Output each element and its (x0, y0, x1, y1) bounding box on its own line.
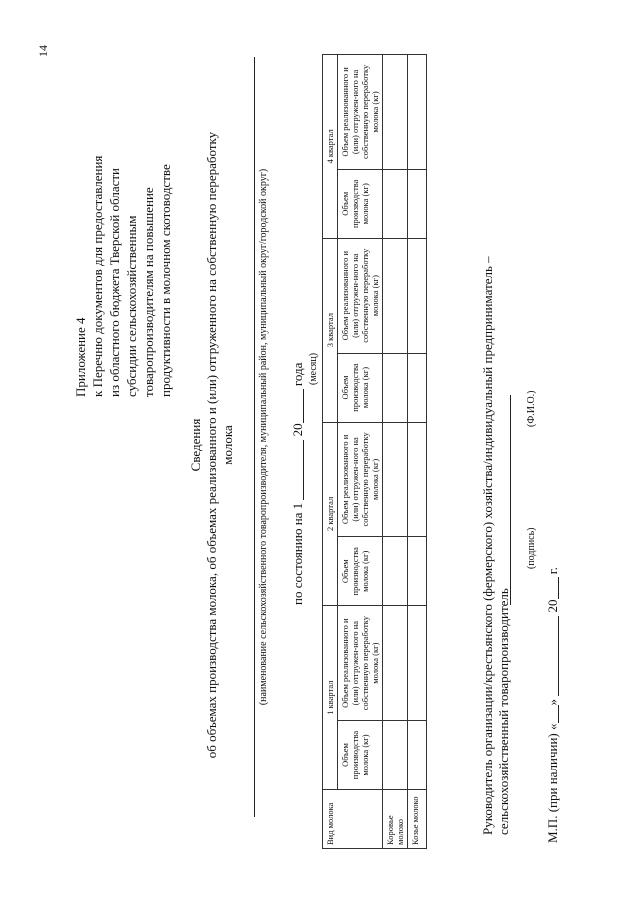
value-cell[interactable] (408, 606, 427, 721)
month-blank[interactable] (546, 616, 559, 696)
appendix-line: продуктивности в молочном скотоводстве (158, 164, 173, 397)
month-caption: (месяц) (308, 352, 319, 385)
stamp-date-line (545, 567, 561, 843)
quarter-header: 4 квартал (323, 55, 338, 239)
appendix-line: из областного бюджета Тверской области (107, 168, 122, 397)
table-row (383, 55, 408, 849)
value-cell[interactable] (408, 353, 427, 422)
quarter-header: 3 квартал (323, 238, 338, 422)
signatory-line: сельскохозяйственный товаропроизводитель (496, 588, 511, 835)
sold-volume-header: Объем реализованного и (или) отгружен-ного на собственную переработку молока (кг) (338, 55, 383, 170)
signature-field-line[interactable] (510, 395, 511, 605)
value-cell[interactable] (408, 238, 427, 353)
value-cell[interactable] (383, 721, 408, 790)
stamp-label: М.П. (при наличии) « (545, 723, 560, 843)
sold-volume-header: Объем реализованного и (или) отгружен-ного на собственную переработку молока (кг) (338, 422, 383, 537)
appendix-line: Приложение 4 (73, 317, 88, 397)
value-cell[interactable] (383, 422, 408, 537)
stamp-year-prefix: 20 (545, 599, 560, 613)
quarter-header: 2 квартал (323, 422, 338, 606)
quarter-header: 1 квартал (323, 606, 338, 790)
month-blank[interactable] (291, 440, 304, 500)
milk-kind-cell: Козье молоко (408, 790, 427, 849)
title-line: об объемах производства молока, об объемах реализованного и (или) отгруженного на собственную переработку (204, 131, 219, 759)
page-number: 14 (36, 45, 50, 57)
production-volume-header: Объем производства молока (кг) (338, 169, 383, 238)
day-blank[interactable] (546, 705, 559, 723)
close-quote: » (545, 698, 560, 706)
value-cell[interactable] (383, 238, 408, 353)
value-cell[interactable] (383, 606, 408, 721)
value-cell[interactable] (408, 55, 427, 170)
signature-caption: (подпись) (526, 527, 537, 569)
value-cell[interactable] (408, 169, 427, 238)
value-cell[interactable] (408, 721, 427, 790)
title-heading: Сведения (188, 418, 203, 472)
appendix-line: товаропроизводителям на повышение (141, 187, 156, 397)
appendix-line: к Перечню документов для предоставления (90, 155, 105, 397)
sold-volume-header: Объем реализованного и (или) отгружен-ного на собственную переработку молока (кг) (338, 606, 383, 721)
milk-kind-cell: Коровье молоко (383, 790, 408, 849)
year-blank[interactable] (546, 577, 559, 599)
production-volume-header: Объем производства молока (кг) (338, 537, 383, 606)
title-block (188, 65, 236, 825)
year-prefix: 20 (290, 423, 305, 437)
stamp-year-suffix: г. (545, 567, 560, 575)
as-of-prefix: по состоянию на 1 (290, 502, 305, 605)
table-row (408, 55, 427, 849)
appendix-line: субсидии сельскохозяйственным (124, 215, 139, 397)
year-blank[interactable] (291, 389, 304, 423)
milk-report-table (322, 54, 427, 849)
appendix-note (72, 156, 174, 397)
production-volume-header: Объем производства молока (кг) (338, 353, 383, 422)
value-cell[interactable] (408, 537, 427, 606)
value-cell[interactable] (383, 55, 408, 170)
producer-name-line[interactable] (254, 57, 255, 817)
production-volume-header: Объем производства молока (кг) (338, 721, 383, 790)
title-line: молока (220, 425, 235, 465)
sold-volume-header: Объем реализованного и (или) отгружен-ного на собственную переработку молока (кг) (338, 238, 383, 353)
name-caption: (Ф.И.О.) (526, 390, 537, 427)
signature-block (480, 256, 512, 835)
signatory-line: Руководитель организации/крестьянского (фермерского) хозяйства/индивидуальный предприниматель – (480, 256, 495, 835)
value-cell[interactable] (383, 537, 408, 606)
value-cell[interactable] (408, 422, 427, 537)
as-of-suffix: года (290, 362, 305, 387)
as-of-date (290, 363, 306, 605)
milk-type-header: Вид молока (323, 790, 383, 849)
value-cell[interactable] (383, 353, 408, 422)
producer-caption: (наименование сельскохозяйственного товаропроизводителя, муниципальный район, муниципальный округ/городской округ) (258, 168, 269, 706)
value-cell[interactable] (383, 169, 408, 238)
